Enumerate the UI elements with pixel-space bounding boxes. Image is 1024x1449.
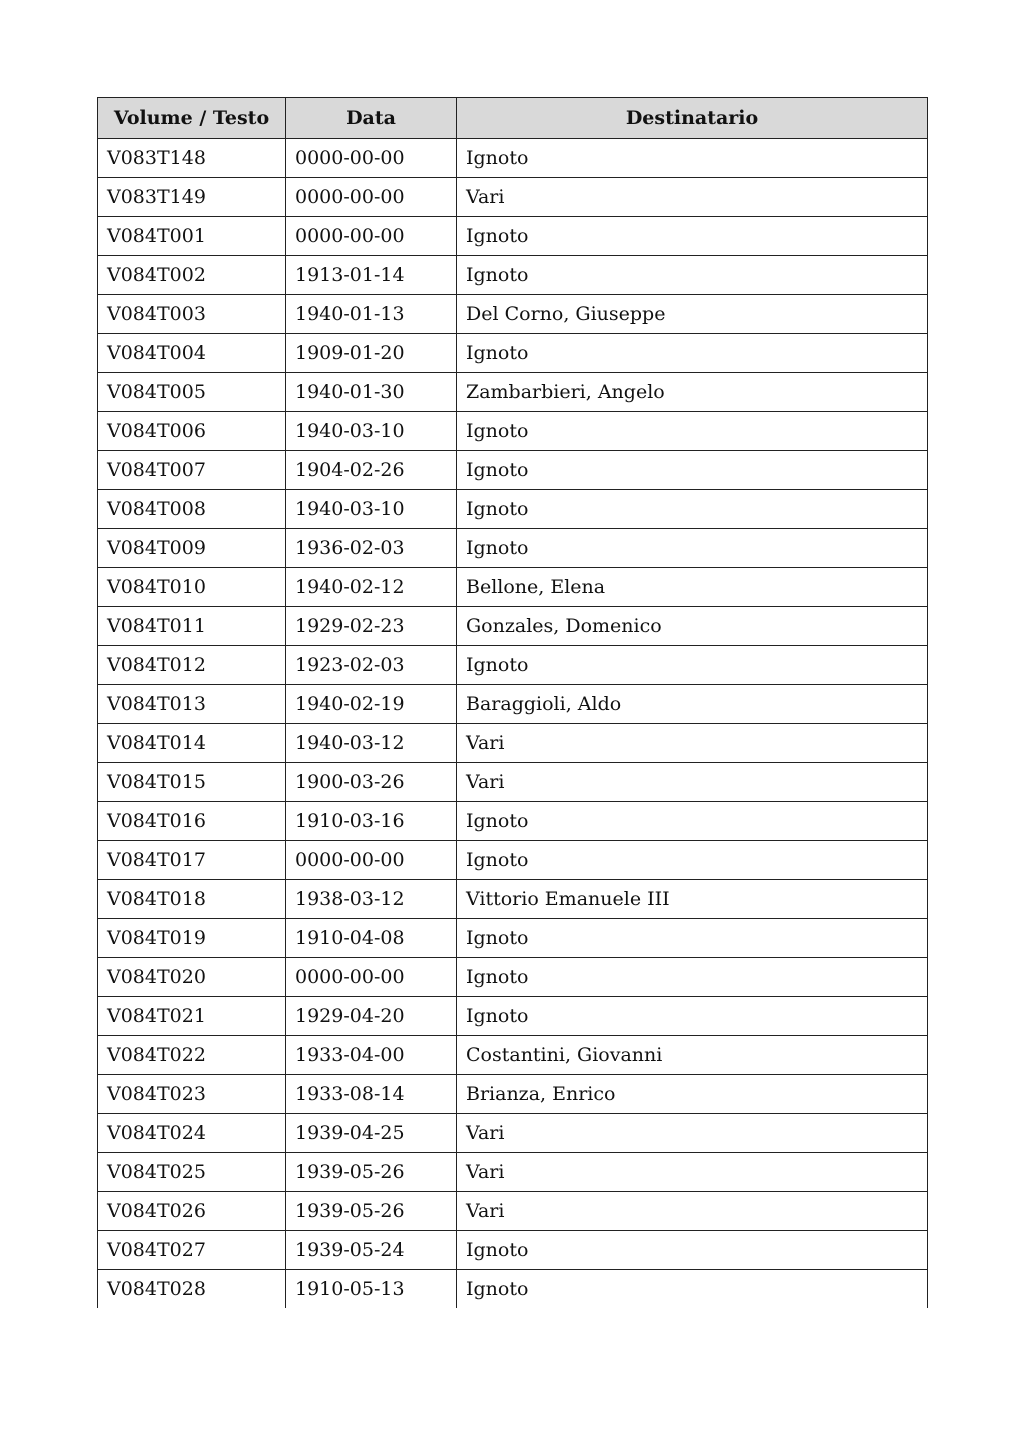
cell-data: 1940-01-13 [286,295,457,334]
table-row [98,958,928,997]
cell-volume-testo: V083T148 [98,139,286,178]
header-row [98,98,928,139]
table-row [98,607,928,646]
cell-destinatario: Ignoto [457,646,928,685]
cell-data: 1939-05-26 [286,1153,457,1192]
cell-volume-testo: V084T009 [98,529,286,568]
table-row [98,1231,928,1270]
cell-destinatario: Ignoto [457,334,928,373]
cell-destinatario: Zambarbieri, Angelo [457,373,928,412]
table-row [98,1075,928,1114]
cell-data: 1940-01-30 [286,373,457,412]
column-header-destinatario: Destinatario [457,98,928,139]
cell-data: 1929-02-23 [286,607,457,646]
table-row [98,178,928,217]
cell-destinatario: Brianza, Enrico [457,1075,928,1114]
cell-volume-testo: V084T003 [98,295,286,334]
cell-data: 1910-03-16 [286,802,457,841]
cell-destinatario: Vari [457,763,928,802]
cell-volume-testo: V083T149 [98,178,286,217]
cell-destinatario: Ignoto [457,412,928,451]
cell-destinatario: Costantini, Giovanni [457,1036,928,1075]
cell-data: 0000-00-00 [286,217,457,256]
table-row [98,646,928,685]
cell-volume-testo: V084T027 [98,1231,286,1270]
cell-data: 1939-04-25 [286,1114,457,1153]
table-row [98,1192,928,1231]
table-row [98,256,928,295]
cell-volume-testo: V084T023 [98,1075,286,1114]
cell-volume-testo: V084T012 [98,646,286,685]
table-row [98,919,928,958]
cell-destinatario: Ignoto [457,997,928,1036]
cell-destinatario: Ignoto [457,1270,928,1309]
cell-destinatario: Ignoto [457,451,928,490]
table-row [98,763,928,802]
cell-destinatario: Ignoto [457,529,928,568]
cell-destinatario: Ignoto [457,919,928,958]
cell-volume-testo: V084T013 [98,685,286,724]
cell-destinatario: Vari [457,178,928,217]
cell-volume-testo: V084T006 [98,412,286,451]
cell-volume-testo: V084T021 [98,997,286,1036]
cell-data: 1940-03-10 [286,490,457,529]
cell-volume-testo: V084T015 [98,763,286,802]
cell-destinatario: Del Corno, Giuseppe [457,295,928,334]
table-row [98,802,928,841]
cell-data: 0000-00-00 [286,841,457,880]
table-row [98,373,928,412]
table-header [98,98,928,139]
cell-destinatario: Vari [457,724,928,763]
cell-destinatario: Bellone, Elena [457,568,928,607]
cell-destinatario: Ignoto [457,256,928,295]
cell-volume-testo: V084T010 [98,568,286,607]
cell-volume-testo: V084T017 [98,841,286,880]
cell-data: 1929-04-20 [286,997,457,1036]
cell-destinatario: Ignoto [457,139,928,178]
cell-destinatario: Vari [457,1192,928,1231]
table-row [98,1270,928,1309]
cell-data: 1910-04-08 [286,919,457,958]
cell-volume-testo: V084T007 [98,451,286,490]
column-header-volume-testo: Volume / Testo [98,98,286,139]
cell-data: 1939-05-24 [286,1231,457,1270]
table-row [98,841,928,880]
table-body [98,139,928,1309]
cell-data: 1936-02-03 [286,529,457,568]
cell-data: 1940-03-10 [286,412,457,451]
cell-data: 1940-02-12 [286,568,457,607]
cell-data: 0000-00-00 [286,958,457,997]
table-row [98,490,928,529]
cell-data: 1900-03-26 [286,763,457,802]
cell-data: 1909-01-20 [286,334,457,373]
cell-destinatario: Ignoto [457,490,928,529]
cell-data: 1904-02-26 [286,451,457,490]
cell-destinatario: Vari [457,1114,928,1153]
letters-register-table [97,97,928,1308]
cell-destinatario: Ignoto [457,802,928,841]
cell-volume-testo: V084T025 [98,1153,286,1192]
cell-volume-testo: V084T005 [98,373,286,412]
table-row [98,295,928,334]
cell-volume-testo: V084T022 [98,1036,286,1075]
cell-destinatario: Ignoto [457,958,928,997]
cell-volume-testo: V084T020 [98,958,286,997]
table-row [98,334,928,373]
cell-data: 1910-05-13 [286,1270,457,1309]
cell-volume-testo: V084T019 [98,919,286,958]
cell-data: 0000-00-00 [286,139,457,178]
cell-data: 1933-04-00 [286,1036,457,1075]
cell-destinatario: Vittorio Emanuele III [457,880,928,919]
cell-volume-testo: V084T008 [98,490,286,529]
cell-destinatario: Ignoto [457,217,928,256]
cell-destinatario: Vari [457,1153,928,1192]
table-row [98,568,928,607]
cell-volume-testo: V084T002 [98,256,286,295]
table-row [98,139,928,178]
table-row [98,217,928,256]
cell-data: 1933-08-14 [286,1075,457,1114]
cell-volume-testo: V084T014 [98,724,286,763]
table-row [98,1036,928,1075]
cell-volume-testo: V084T028 [98,1270,286,1309]
cell-data: 1940-03-12 [286,724,457,763]
cell-destinatario: Baraggioli, Aldo [457,685,928,724]
table-row [98,412,928,451]
cell-volume-testo: V084T018 [98,880,286,919]
cell-volume-testo: V084T004 [98,334,286,373]
table-row [98,880,928,919]
column-header-data: Data [286,98,457,139]
cell-volume-testo: V084T001 [98,217,286,256]
table-row [98,451,928,490]
cell-destinatario: Ignoto [457,1231,928,1270]
cell-destinatario: Ignoto [457,841,928,880]
table-row [98,997,928,1036]
table-row [98,1114,928,1153]
table-row [98,685,928,724]
cell-data: 1938-03-12 [286,880,457,919]
table-row [98,529,928,568]
table-row [98,1153,928,1192]
cell-volume-testo: V084T026 [98,1192,286,1231]
table-row [98,724,928,763]
cell-volume-testo: V084T016 [98,802,286,841]
cell-volume-testo: V084T011 [98,607,286,646]
cell-volume-testo: V084T024 [98,1114,286,1153]
cell-data: 1940-02-19 [286,685,457,724]
cell-data: 1939-05-26 [286,1192,457,1231]
cell-data: 1913-01-14 [286,256,457,295]
cell-data: 1923-02-03 [286,646,457,685]
cell-destinatario: Gonzales, Domenico [457,607,928,646]
cell-data: 0000-00-00 [286,178,457,217]
